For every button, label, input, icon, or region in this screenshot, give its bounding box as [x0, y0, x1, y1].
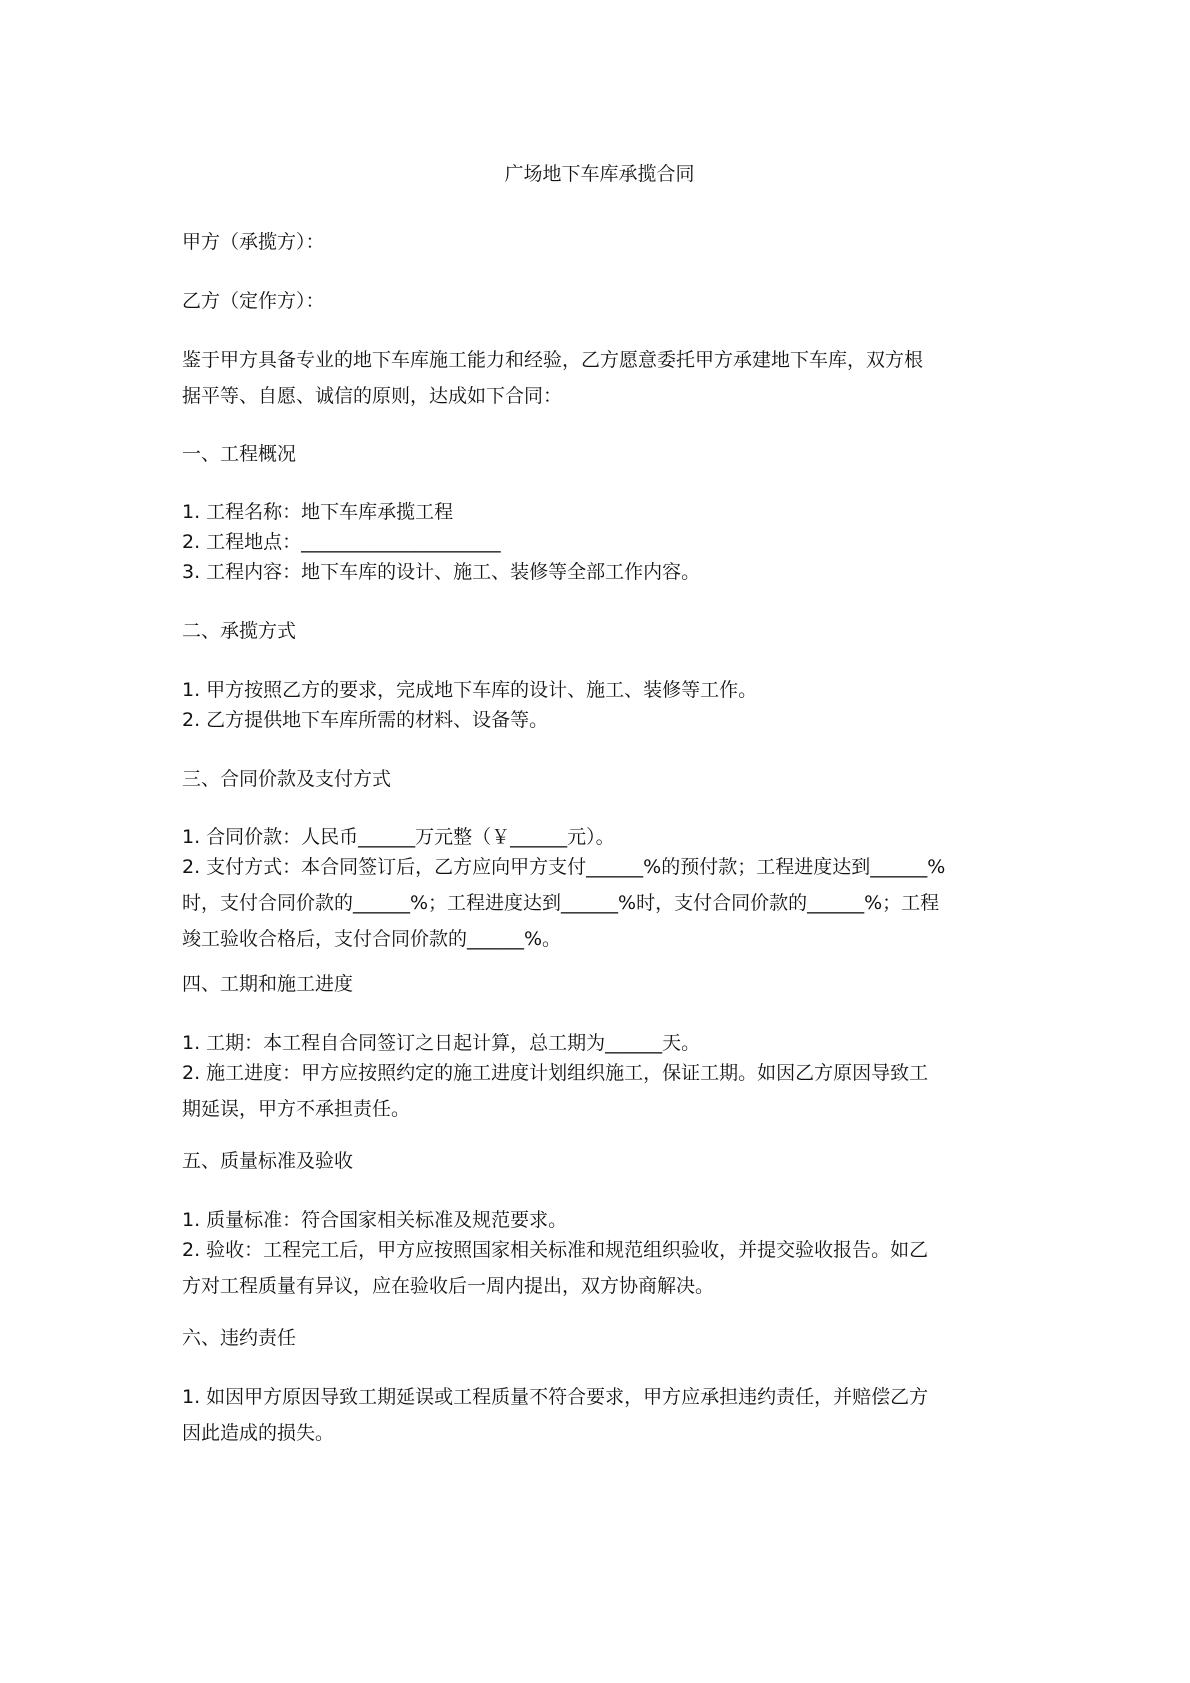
clause-item: 1. 如因甲方原因导致工期延误或工程质量不符合要求，甲方应承担违约责任，并赔偿乙方 因此造成的损失。 [182, 1386, 929, 1444]
section-heading: 六、违约责任 [182, 1327, 297, 1349]
section-heading: 五、质量标准及验收 [182, 1150, 354, 1172]
clause-item: 2. 工程地点：_____________________ [182, 531, 501, 553]
section-heading: 二、承揽方式 [182, 620, 297, 642]
clause-item: 2. 支付方式：本合同签订后，乙方应向甲方支付______%的预付款；工程进度达到______% 时，支付合同价款的______%；工程进度达到______%时，支付合同价款的______%；工程 竣工验收合格后，支付合同价款的______%。 [182, 856, 946, 950]
party-a-line: 甲方（承揽方）： [182, 231, 325, 253]
intro-paragraph: 鉴于甲方具备专业的地下车库施工能力和经验，乙方愿意委托甲方承建地下车库，双方根 据平等、自愿、诚信的原则，达成如下合同： [182, 349, 924, 407]
clause-item: 1. 合同价款：人民币______万元整（￥______元）。 [182, 826, 615, 848]
clause-item: 2. 验收：工程完工后，甲方应按照国家相关标准和规范组织验收，并提交验收报告。如乙 方对工程质量有异议，应在验收后一周内提出，双方协商解决。 [182, 1239, 929, 1297]
clause-item: 3. 工程内容：地下车库的设计、施工、装修等全部工作内容。 [182, 561, 701, 583]
clause-item: 1. 质量标准：符合国家相关标准及规范要求。 [182, 1209, 568, 1231]
clause-item: 2. 施工进度：甲方应按照约定的施工进度计划组织施工，保证工期。如因乙方原因导致工 期延误，甲方不承担责任。 [182, 1062, 929, 1120]
clause-item: 2. 乙方提供地下车库所需的材料、设备等。 [182, 709, 549, 731]
contract-title: 广场地下车库承揽合同 [504, 163, 695, 185]
clause-item: 1. 甲方按照乙方的要求，完成地下车库的设计、施工、装修等工作。 [182, 679, 758, 701]
party-b-line: 乙方（定作方）： [182, 290, 325, 312]
section-heading: 一、工程概况 [182, 443, 297, 465]
section-heading: 三、合同价款及支付方式 [182, 768, 392, 790]
clause-item: 1. 工程名称：地下车库承揽工程 [182, 501, 454, 523]
clause-item: 1. 工期：本工程自合同签订之日起计算，总工期为______天。 [182, 1032, 701, 1054]
section-heading: 四、工期和施工进度 [182, 973, 354, 995]
